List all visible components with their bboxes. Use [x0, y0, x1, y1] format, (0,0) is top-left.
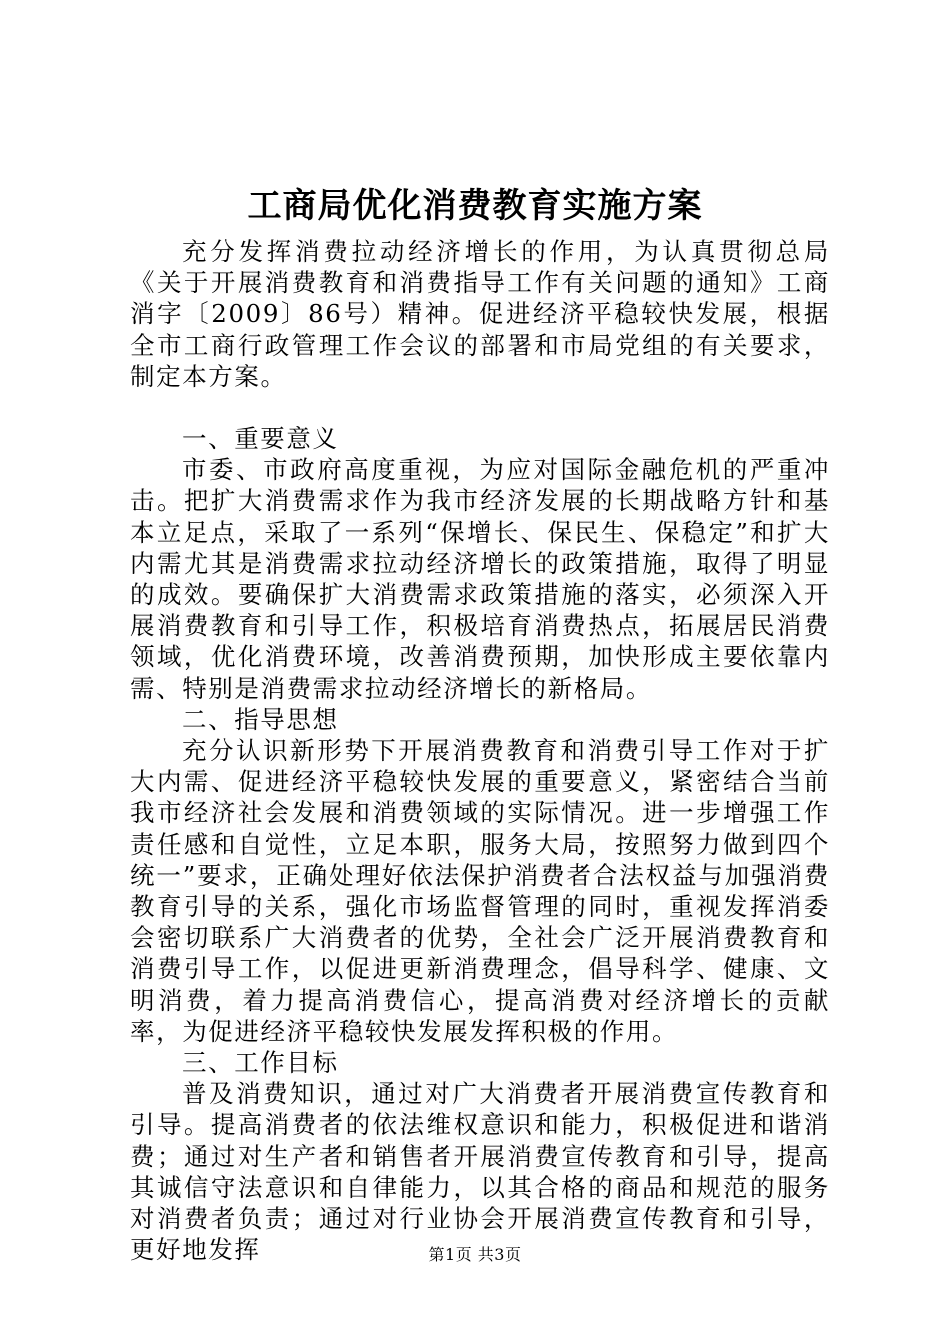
paragraph-spacer — [130, 392, 830, 423]
section-heading-significance: 一、重要意义 — [182, 424, 339, 454]
section-heading-guiding-ideology: 二、指导思想 — [182, 704, 339, 734]
document-title: 工商局优化消费教育实施方案 — [247, 186, 703, 226]
section-body-guiding-ideology: 充分认识新形势下开展消费教育和消费引导工作对于扩大内需、促进经济平稳较快发展的重要意义，紧密结合当前我市经济社会发展和消费领域的实际情况。进一步增强工作责任感和自觉性，立足本职，服务大局，按照努力做到四个统一”要求，正确处理好依法保护消费者合法权益与加强消费教育引导的关系，强化市场监督管理的同时，重视发挥消委会密切联系广大消费者的优势，全社会广泛开展消费教育和消费引导工作，以促进更新消费理念，倡导科学、健康、文明消费，着力提高消费信心，提高消费对经济增长的贡献率，为促进经济平稳较快发展发挥积极的作用。 — [130, 736, 830, 1046]
section-body-work-goals: 普及消费知识，通过对广大消费者开展消费宣传教育和引导。提高消费者的依法维权意识和能力，积极促进和谐消费；通过对生产者和销售者开展消费宣传教育和引导，提高其诚信守法意识和自律能力，以其合格的商品和规范的服务对消费者负责；通过对行业协会开展消费宣传教育和引导，更好地发挥 — [130, 1079, 830, 1265]
section-heading-work-goals: 三、工作目标 — [182, 1048, 339, 1078]
document-body — [130, 236, 830, 1266]
intro-paragraph: 充分发挥消费拉动经济增长的作用，为认真贯彻总局《关于开展消费教育和消费指导工作有关问题的通知》工商消字〔2009〕86号）精神。促进经济平稳较快发展，根据全市工商行政管理工作会议的部署和市局党组的有关要求，制定本方案。 — [130, 237, 830, 391]
page-number-footer: 第1页 共3页 — [428, 1245, 522, 1264]
section-body-significance: 市委、市政府高度重视，为应对国际金融危机的严重冲击。把扩大消费需求作为我市经济发展的长期战略方针和基本立足点，采取了一系列“保增长、保民生、保稳定”和扩大内需尤其是消费需求拉动经济增长的政策措施，取得了明显的成效。要确保扩大消费需求政策措施的落实，必须深入开展消费教育和引导工作，积极培育消费热点，拓展居民消费领域，优化消费环境，改善消费预期，加快形成主要依靠内需、特别是消费需求拉动经济增长的新格局。 — [130, 455, 830, 703]
